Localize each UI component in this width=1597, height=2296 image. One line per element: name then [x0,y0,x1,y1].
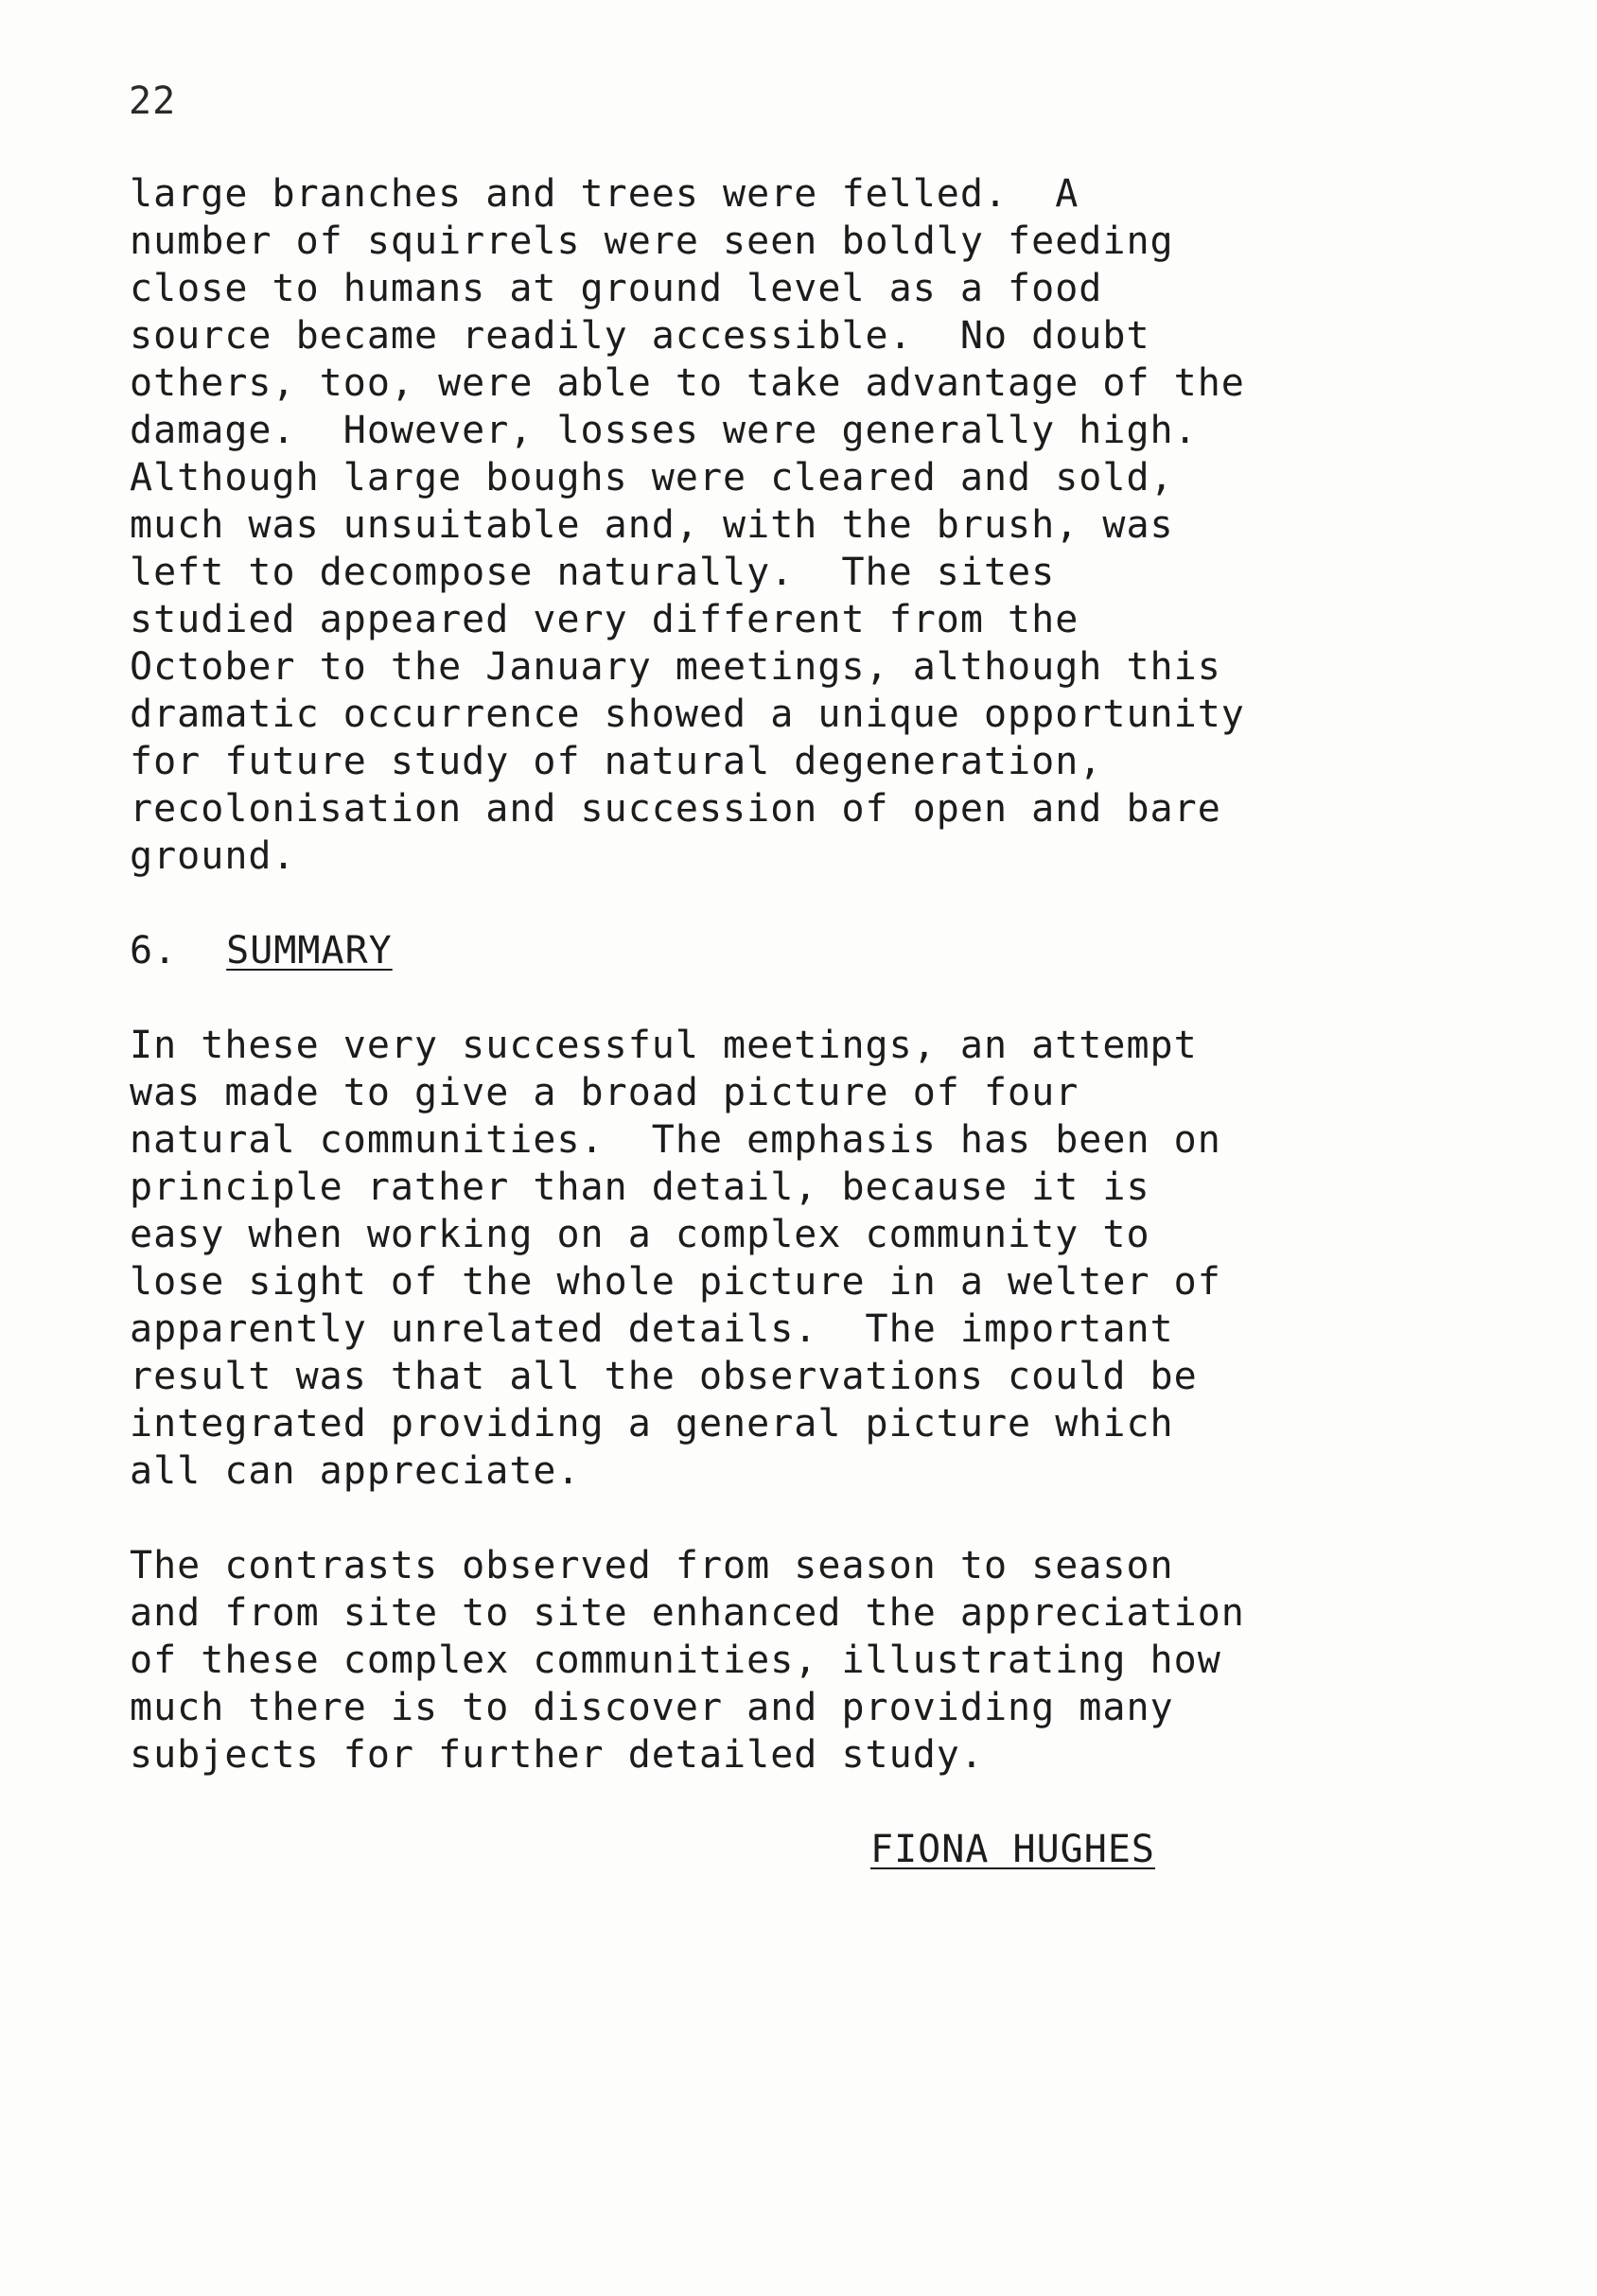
text-line: In these very successful meetings, an attempt [130,1024,1198,1067]
text-line: lose sight of the whole picture in a welter of [130,1260,1221,1304]
text-line: all can appreciate. [130,1449,581,1493]
text-line: damage. However, losses were generally high. [130,409,1198,452]
text-line: and from site to site enhanced the appreciation [130,1591,1245,1635]
section-number: 6. [130,929,178,973]
text-line: integrated providing a general picture which [130,1402,1174,1446]
text-line: Although large boughs were cleared and sold, [130,456,1174,500]
text-line: recolonisation and succession of open and bare [130,787,1221,831]
text-line: ground. [130,834,296,878]
text-line: apparently unrelated details. The important [130,1307,1174,1351]
text-line: subjects for further detailed study. [130,1733,984,1777]
text-line: left to decompose naturally. The sites [130,551,1056,594]
paragraph-storm-damage [130,170,1492,880]
section-heading [130,927,393,974]
text-line: much there is to discover and providing many [130,1686,1174,1729]
text-line: natural communities. The emphasis has been on [130,1118,1221,1162]
text-line: dramatic occurrence showed a unique opportunity [130,692,1245,736]
page-number: 22 [129,79,177,123]
text-line: The contrasts observed from season to season [130,1544,1174,1587]
text-line: for future study of natural degeneration, [130,740,1103,783]
text-line: was made to give a broad picture of four [130,1071,1079,1114]
section-title: SUMMARY [226,929,393,973]
text-line: much was unsuitable and, with the brush, was [130,503,1174,547]
text-line: source became readily accessible. No doubt [130,314,1150,358]
text-line: close to humans at ground level as a food [130,267,1103,310]
text-line: number of squirrels were seen boldly feeding [130,219,1174,263]
text-line: easy when working on a complex community to [130,1213,1150,1256]
text-line: of these complex communities, illustrating how [130,1639,1221,1682]
paragraph-contrasts [130,1542,1492,1779]
author-signature: FIONA HUGHES [870,1828,1155,1871]
paragraph-summary [130,1022,1492,1495]
text-line: result was that all the observations could be [130,1355,1198,1398]
text-line: studied appeared very different from the [130,598,1079,641]
text-line: principle rather than detail, because it is [130,1166,1150,1209]
text-line: others, too, were able to take advantage of the [130,361,1245,405]
text-line: large branches and trees were felled. A [130,172,1079,216]
text-line: October to the January meetings, although this [130,645,1221,689]
